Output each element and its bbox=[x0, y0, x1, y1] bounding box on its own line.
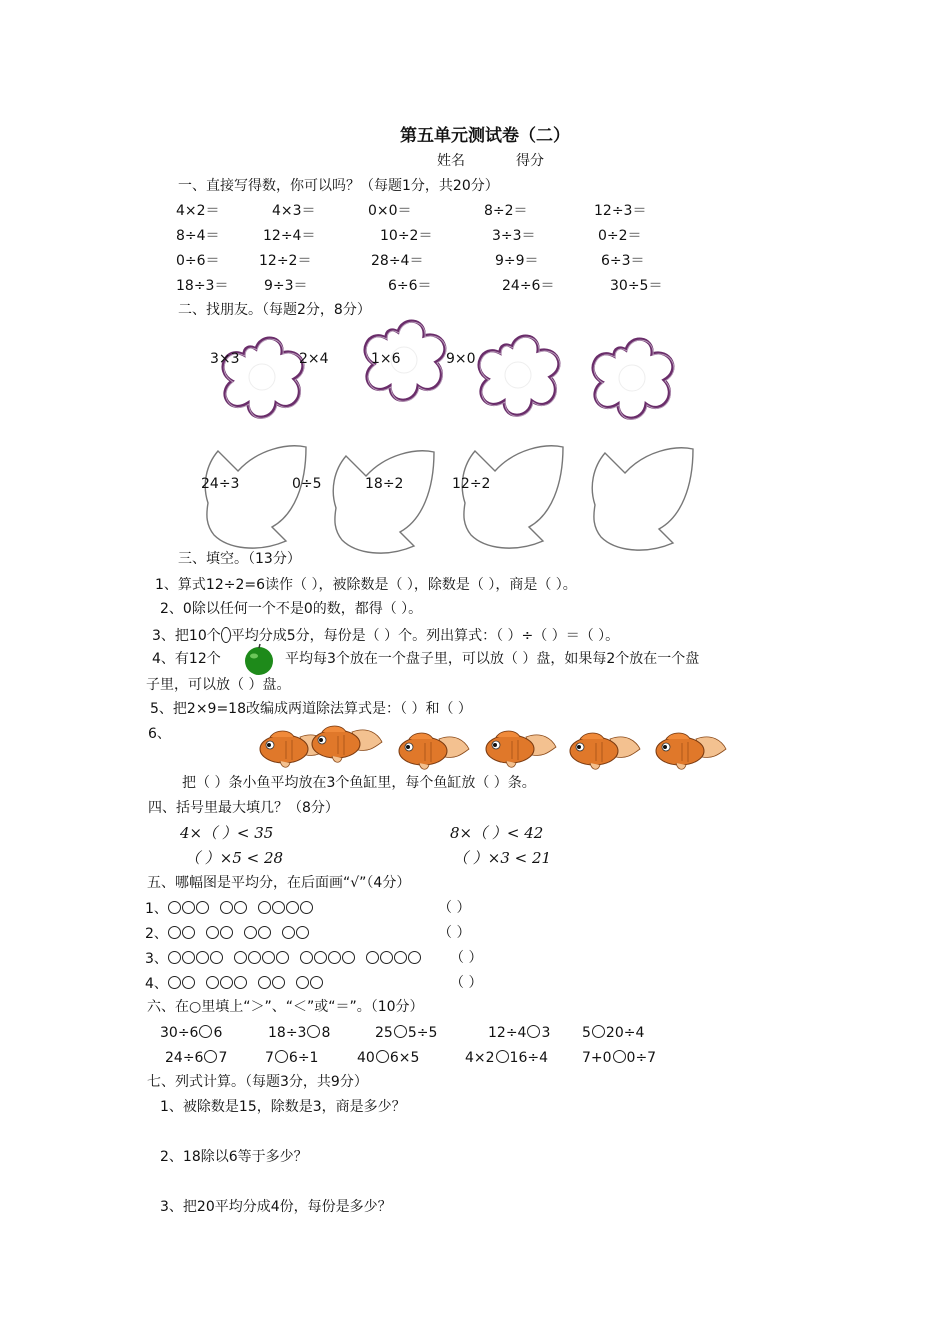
flower-shape bbox=[588, 336, 688, 426]
arithmetic-problem: 0÷6＝ bbox=[176, 253, 220, 269]
leaf-shape bbox=[198, 445, 308, 555]
arithmetic-problem: 12÷2＝ bbox=[259, 253, 312, 269]
circle-icon bbox=[196, 951, 209, 964]
circle-icon bbox=[272, 976, 285, 989]
circle-icon bbox=[234, 951, 247, 964]
arithmetic-problem: 8÷4＝ bbox=[176, 228, 220, 244]
comparison-item bbox=[488, 1025, 550, 1040]
compare-circle-icon bbox=[496, 1050, 509, 1063]
fill-question-4: 4、有12个 bbox=[152, 651, 221, 667]
circle-icon bbox=[394, 951, 407, 964]
comparison-left: 30÷6 bbox=[160, 1025, 199, 1041]
section-6-heading: 六、在○里填上“＞”、“＜”或“＝”。（10分） bbox=[147, 999, 424, 1015]
comparison-left: 7 bbox=[265, 1050, 274, 1066]
flower-label: 1×6 bbox=[371, 351, 401, 367]
circle-icon bbox=[258, 976, 271, 989]
compare-circle-icon bbox=[199, 1025, 212, 1038]
circle-icon bbox=[408, 951, 421, 964]
circle-icon bbox=[296, 926, 309, 939]
circle-icon bbox=[206, 926, 219, 939]
inequality-item: （ ）×3 < 21 bbox=[453, 849, 552, 867]
comparison-right: 5÷5 bbox=[407, 1025, 438, 1041]
circle-icon bbox=[300, 901, 313, 914]
circle-group-row bbox=[145, 951, 422, 966]
row-number: 2、 bbox=[145, 926, 168, 942]
circle-icon bbox=[380, 951, 393, 964]
compare-circle-icon bbox=[394, 1025, 407, 1038]
compare-circle-icon bbox=[307, 1025, 320, 1038]
section-2-heading: 二、找朋友。（每题2分，8分） bbox=[178, 302, 371, 318]
comparison-item bbox=[375, 1025, 437, 1040]
word-problem-3: 3、把20平均分成4份，每份是多少？ bbox=[160, 1199, 392, 1215]
circle-icon bbox=[220, 901, 233, 914]
inequality-item: 4×（ ）< 35 bbox=[180, 824, 274, 842]
circle-group-row bbox=[145, 901, 314, 916]
section-1-heading: 一、直接写得数，你可以吗？（每题1分，共20分） bbox=[178, 178, 499, 194]
compare-circle-icon bbox=[613, 1050, 626, 1063]
circle-icon bbox=[182, 951, 195, 964]
circle-icon bbox=[182, 976, 195, 989]
fill-question-4-cont: 子里，可以放（ ）盘。 bbox=[146, 677, 291, 693]
comparison-right: 20÷4 bbox=[605, 1025, 645, 1041]
comparison-left: 24÷6 bbox=[165, 1050, 204, 1066]
comparison-left: 18÷3 bbox=[268, 1025, 307, 1041]
circle-icon bbox=[258, 926, 271, 939]
leaf-label: 0÷5 bbox=[292, 476, 322, 492]
fill-question-5: 5、把2×9=18改编成两道除法算式是：（ ）和（ ） bbox=[150, 701, 472, 717]
fill-question-6-num: 6、 bbox=[148, 726, 171, 742]
leaf-shape bbox=[585, 447, 695, 557]
row-number: 1、 bbox=[145, 901, 168, 917]
row-number: 4、 bbox=[145, 976, 168, 992]
apple-icon bbox=[243, 644, 275, 676]
arithmetic-problem: 9÷9＝ bbox=[495, 253, 539, 269]
circle-icon bbox=[296, 976, 309, 989]
circle-icon bbox=[182, 926, 195, 939]
arithmetic-problem: 4×3＝ bbox=[272, 203, 316, 219]
inequality-item: （ ）×5 < 28 bbox=[185, 849, 284, 867]
arithmetic-problem: 30÷5＝ bbox=[610, 278, 663, 294]
comparison-left: 7+0 bbox=[582, 1050, 612, 1066]
comparison-right: 6÷1 bbox=[288, 1050, 319, 1066]
circle-icon bbox=[248, 951, 261, 964]
compare-circle-icon bbox=[204, 1050, 217, 1063]
compare-circle-icon bbox=[275, 1050, 288, 1063]
circle-icon bbox=[206, 976, 219, 989]
flower-shape bbox=[218, 335, 318, 425]
comparison-left: 40 bbox=[357, 1050, 375, 1066]
comparison-left: 25 bbox=[375, 1025, 393, 1041]
comparison-item bbox=[357, 1050, 419, 1065]
flower-label: 2×4 bbox=[299, 351, 329, 367]
fish-icon bbox=[566, 729, 642, 773]
arithmetic-problem: 28÷4＝ bbox=[371, 253, 424, 269]
circle-group-row bbox=[145, 976, 324, 991]
leaf-shape bbox=[326, 450, 436, 560]
fill-question-2: 2、0除以任何一个不是0的数，都得（ ）。 bbox=[160, 601, 423, 617]
comparison-right: 16÷4 bbox=[509, 1050, 548, 1066]
comparison-item bbox=[265, 1050, 318, 1065]
circle-icon bbox=[276, 951, 289, 964]
circle-icon bbox=[220, 926, 233, 939]
circle-icon bbox=[342, 951, 355, 964]
arithmetic-problem: 8÷2＝ bbox=[484, 203, 528, 219]
name-label: 姓名 bbox=[437, 153, 465, 169]
section-4-heading: 四、括号里最大填几？（8分） bbox=[148, 800, 339, 816]
fill-question-4-text: 平均每3个放在一个盘子里，可以放（ ）盘，如果每2个放在一个盘 bbox=[285, 651, 700, 667]
fish-icon bbox=[652, 729, 728, 773]
circle-icon bbox=[210, 951, 223, 964]
comparison-item bbox=[582, 1025, 644, 1040]
comparison-right: 8 bbox=[321, 1025, 331, 1041]
flower-shape bbox=[474, 333, 574, 423]
fish-icon bbox=[308, 722, 384, 766]
inequality-item: 8×（ ）< 42 bbox=[450, 824, 544, 842]
circle-icon bbox=[310, 976, 323, 989]
comparison-item bbox=[165, 1050, 227, 1065]
arithmetic-problem: 6÷6＝ bbox=[388, 278, 432, 294]
section-3-heading: 三、填空。（13分） bbox=[178, 551, 301, 567]
circle-icon bbox=[262, 951, 275, 964]
circle-icon bbox=[272, 901, 285, 914]
comparison-right: 6×5 bbox=[389, 1050, 420, 1066]
arithmetic-problem: 4×2＝ bbox=[176, 203, 220, 219]
leaf-label: 18÷2 bbox=[365, 476, 404, 492]
answer-blank: （ ） bbox=[450, 975, 483, 991]
fill-question-1: 1、算式12÷2=6读作（ ），被除数是（ ），除数是（ ），商是（ ）。 bbox=[155, 577, 577, 593]
circle-icon bbox=[286, 901, 299, 914]
circle-icon bbox=[366, 951, 379, 964]
leaf-label: 12÷2 bbox=[452, 476, 491, 492]
arithmetic-problem: 24÷6＝ bbox=[502, 278, 555, 294]
fill-question-3: 3、把10个 平均分成5分，每份是（ ）个。列出算式：（ ）÷（ ）＝（ ）。 bbox=[152, 628, 620, 644]
score-label: 得分 bbox=[516, 153, 544, 169]
arithmetic-problem: 9÷3＝ bbox=[264, 278, 308, 294]
comparison-item bbox=[582, 1050, 656, 1065]
word-problem-2: 2、18除以6等于多少？ bbox=[160, 1149, 308, 1165]
answer-blank: （ ） bbox=[450, 950, 483, 966]
arithmetic-problem: 12÷3＝ bbox=[594, 203, 647, 219]
flower-label: 3×3 bbox=[210, 351, 240, 367]
circle-icon bbox=[168, 901, 181, 914]
fish-icon bbox=[482, 727, 558, 771]
comparison-right: 3 bbox=[541, 1025, 551, 1041]
arithmetic-problem: 12÷4＝ bbox=[263, 228, 316, 244]
circle-icon bbox=[168, 951, 181, 964]
arithmetic-problem: 0×0＝ bbox=[368, 203, 412, 219]
fill-question-6-text: 把（ ）条小鱼平均放在3个鱼缸里，每个鱼缸放（ ）条。 bbox=[182, 775, 536, 791]
section-5-heading: 五、哪幅图是平均分，在后面画“√”（4分） bbox=[147, 875, 411, 891]
comparison-left: 5 bbox=[582, 1025, 591, 1041]
arithmetic-problem: 6÷3＝ bbox=[601, 253, 645, 269]
leaf-label: 24÷3 bbox=[201, 476, 240, 492]
leaf-shape bbox=[455, 445, 565, 555]
comparison-left: 12÷4 bbox=[488, 1025, 527, 1041]
circle-icon bbox=[244, 926, 257, 939]
comparison-item bbox=[465, 1050, 548, 1065]
circle-icon bbox=[300, 951, 313, 964]
answer-blank: （ ） bbox=[438, 925, 471, 941]
word-problem-1: 1、被除数是15，除数是3，商是多少？ bbox=[160, 1099, 406, 1115]
compare-circle-icon bbox=[592, 1025, 605, 1038]
arithmetic-problem: 18÷3＝ bbox=[176, 278, 229, 294]
circle-icon bbox=[258, 901, 271, 914]
arithmetic-problem: 10÷2＝ bbox=[380, 228, 433, 244]
row-number: 3、 bbox=[145, 951, 168, 967]
compare-circle-icon bbox=[376, 1050, 389, 1063]
circle-icon bbox=[168, 976, 181, 989]
circle-icon bbox=[168, 926, 181, 939]
comparison-right: 6 bbox=[213, 1025, 223, 1041]
comparison-right: 7 bbox=[218, 1050, 228, 1066]
circle-icon bbox=[282, 926, 295, 939]
circle-icon bbox=[220, 976, 233, 989]
page-title: 第五单元测试卷（二） bbox=[400, 126, 570, 146]
circle-icon bbox=[314, 951, 327, 964]
circle-icon bbox=[328, 951, 341, 964]
answer-blank: （ ） bbox=[438, 900, 471, 916]
circle-icon bbox=[196, 901, 209, 914]
comparison-item bbox=[160, 1025, 222, 1040]
circle-icon bbox=[234, 976, 247, 989]
comparison-item bbox=[268, 1025, 330, 1040]
oval-icon bbox=[221, 627, 231, 643]
fish-icon bbox=[395, 729, 471, 773]
circle-icon bbox=[182, 901, 195, 914]
section-7-heading: 七、列式计算。（每题3分，共9分） bbox=[147, 1074, 368, 1090]
compare-circle-icon bbox=[527, 1025, 540, 1038]
arithmetic-problem: 3÷3＝ bbox=[492, 228, 536, 244]
arithmetic-problem: 0÷2＝ bbox=[598, 228, 642, 244]
comparison-left: 4×2 bbox=[465, 1050, 495, 1066]
circle-icon bbox=[234, 901, 247, 914]
circle-group-row bbox=[145, 926, 310, 941]
comparison-right: 0÷7 bbox=[626, 1050, 657, 1066]
flower-label: 9×0 bbox=[446, 351, 476, 367]
